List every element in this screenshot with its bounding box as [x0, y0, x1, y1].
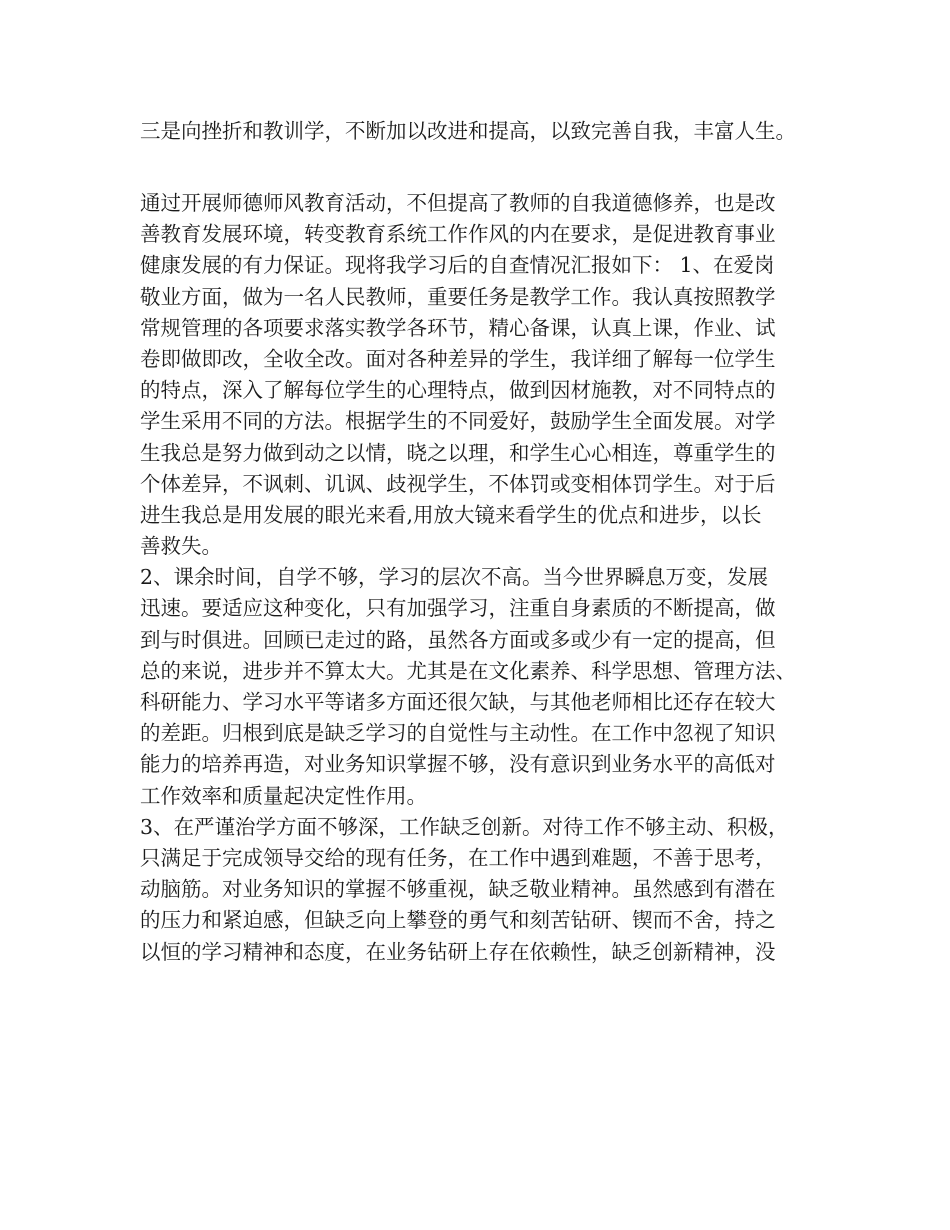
text-line: 工作效率和质量起决定性作用。 [140, 783, 427, 808]
text-line: 到与时俱进。回顾已走过的路，虽然各方面或多或少有一定的提高，但 [140, 627, 776, 652]
text-line: 总的来说，进步并不算太大。尤其是在文化素养、科学思想、管理方法、 [140, 658, 796, 683]
text-line: 的压力和紧迫感，但缺乏向上攀登的勇气和刻苦钻研、锲而不舍，持之 [140, 908, 776, 933]
text-line: 3、在严谨治学方面不够深，工作缺乏创新。对待工作不够主动、积极， [140, 814, 789, 839]
main-paragraphs [140, 188, 820, 968]
text-line: 三是向挫折和教训学，不断加以改进和提高，以致完善自我，丰富人生。 [140, 119, 796, 143]
text-line: 生我总是努力做到动之以情，晓之以理，和学生心心相连，尊重学生的 [140, 440, 776, 465]
text-line: 个体差异，不讽刺、讥讽、歧视学生，不体罚或变相体罚学生。对于后 [140, 471, 776, 496]
text-line: 善教育发展环境，转变教育系统工作作风的内在要求，是促进教育事业 [140, 222, 776, 247]
text-line: 的特点，深入了解每位学生的心理特点，做到因材施教，对不同特点的 [140, 378, 776, 403]
text-line: 动脑筋。对业务知识的掌握不够重视，缺乏敬业精神。虽然感到有潜在 [140, 877, 776, 902]
text-line: 2、课余时间，自学不够，学习的层次不高。当今世界瞬息万变，发展 [140, 565, 769, 590]
text-line: 迅速。要适应这种变化，只有加强学习，注重自身素质的不断提高，做 [140, 596, 776, 621]
text-line: 进生我总是用发展的眼光来看,用放大镜来看学生的优点和进步，以长 [140, 502, 762, 527]
intro-paragraph [140, 116, 820, 147]
text-line: 学生采用不同的方法。根据学生的不同爱好，鼓励学生全面发展。对学 [140, 409, 776, 434]
text-line: 健康发展的有力保证。现将我学习后的自查情况汇报如下： 1、在爱岗 [140, 253, 775, 278]
text-line: 卷即做即改，全收全改。面对各种差异的学生，我详细了解每一位学生 [140, 346, 776, 371]
text-line: 通过开展师德师风教育活动，不但提高了教师的自我道德修养，也是改 [140, 191, 776, 215]
text-line: 能力的培养再造，对业务知识掌握不够，没有意识到业务水平的高低对 [140, 752, 776, 777]
text-line: 常规管理的各项要求落实教学各环节，精心备课，认真上课，作业、试 [140, 315, 776, 340]
text-line: 的差距。归根到底是缺乏学习的自觉性与主动性。在工作中忽视了知识 [140, 721, 776, 746]
text-line: 敬业方面，做为一名人民教师，重要任务是教学工作。我认真按照教学 [140, 284, 776, 309]
text-line: 以恒的学习精神和态度，在业务钻研上存在依赖性，缺乏创新精神，没 [140, 939, 776, 964]
text-line: 善救失。 [140, 534, 222, 559]
text-line: 只满足于完成领导交给的现有任务，在工作中遇到难题，不善于思考， [140, 845, 776, 870]
text-line: 科研能力、学习水平等诸多方面还很欠缺，与其他老师相比还存在较大 [140, 690, 776, 714]
